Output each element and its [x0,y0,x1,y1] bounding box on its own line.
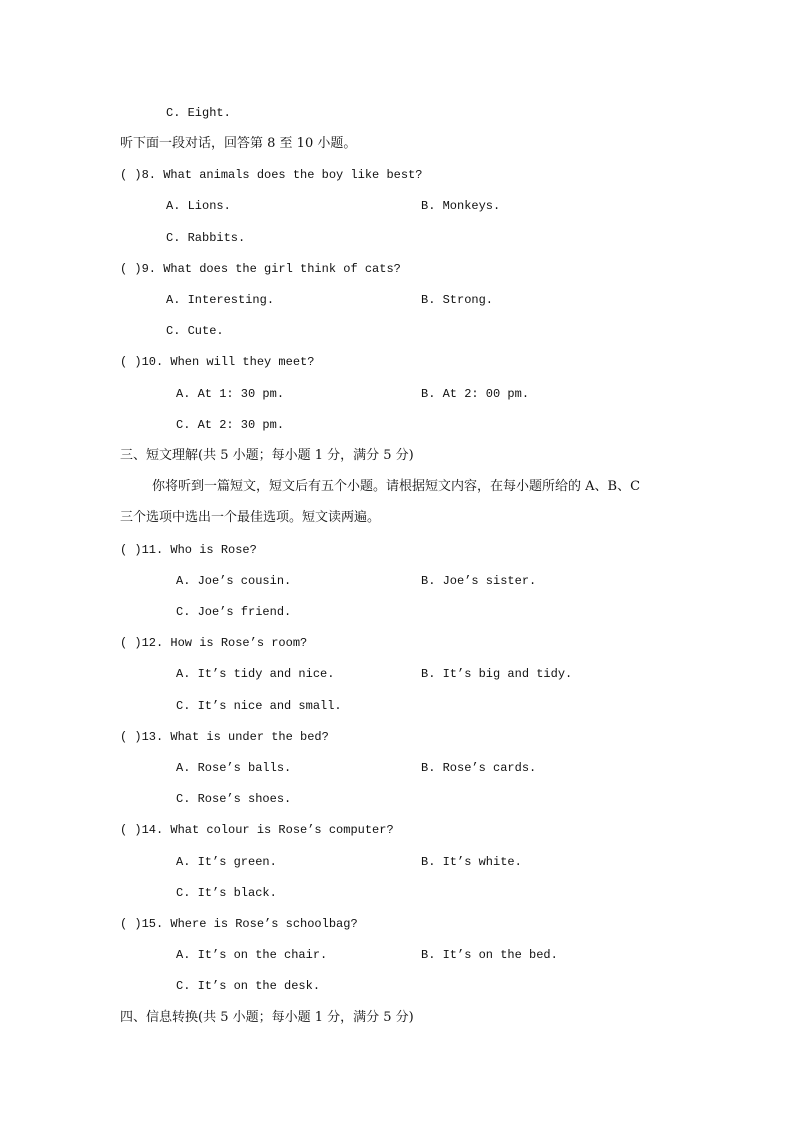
q13-option-c: C. Rose’s shoes. [176,792,292,806]
q13-option-a: A. Rose’s balls. [176,761,292,775]
q12-option-b: B. It’s big and tidy. [421,667,573,681]
q13-option-b: B. Rose’s cards. [421,761,537,775]
section-3-instruction-line1: 你将听到一篇短文，短文后有五个小题。请根据短文内容，在每小题所给的 A、B、C [152,479,641,494]
q8-option-c: C. Rabbits. [166,231,246,245]
q11-option-a: A. Joe’s cousin. [176,574,292,588]
q11-option-c: C. Joe’s friend. [176,605,292,619]
q14-option-b: B. It’s white. [421,855,522,869]
section-3-instruction-line2: 三个选项中选出一个最佳选项。短文读两遍。 [120,510,381,525]
q7-option-c: C. Eight. [166,106,231,120]
q15-option-c: C. It’s on the desk. [176,979,321,993]
question-12: ( )12. How is Rose’s room? [120,636,308,650]
q12-option-c: C. It’s nice and small. [176,699,342,713]
question-11: ( )11. Who is Rose? [120,543,257,557]
question-10: ( )10. When will they meet? [120,355,315,369]
q8-option-b: B. Monkeys. [421,199,501,213]
q9-option-a: A. Interesting. [166,293,275,307]
q10-option-b: B. At 2: 00 pm. [421,387,530,401]
q10-option-c: C. At 2: 30 pm. [176,418,285,432]
q11-option-b: B. Joe’s sister. [421,574,537,588]
q15-option-a: A. It’s on the chair. [176,948,328,962]
instruction-q8-10: 听下面一段对话，回答第 8 至 10 小题。 [120,136,357,151]
q14-option-c: C. It’s black. [176,886,277,900]
q8-option-a: A. Lions. [166,199,231,213]
section-4-heading: 四、信息转换(共 5 小题；每小题 1 分，满分 5 分) [120,1010,414,1025]
section-3-heading: 三、短文理解(共 5 小题；每小题 1 分，满分 5 分) [120,448,414,463]
q10-option-a: A. At 1: 30 pm. [176,387,285,401]
q9-option-c: C. Cute. [166,324,224,338]
q15-option-b: B. It’s on the bed. [421,948,558,962]
question-15: ( )15. Where is Rose’s schoolbag? [120,917,358,931]
question-13: ( )13. What is under the bed? [120,730,329,744]
q12-option-a: A. It’s tidy and nice. [176,667,335,681]
q14-option-a: A. It’s green. [176,855,277,869]
question-9: ( )9. What does the girl think of cats? [120,262,401,276]
question-8: ( )8. What animals does the boy like best? [120,168,423,182]
q9-option-b: B. Strong. [421,293,494,307]
question-14: ( )14. What colour is Rose’s computer? [120,823,394,837]
